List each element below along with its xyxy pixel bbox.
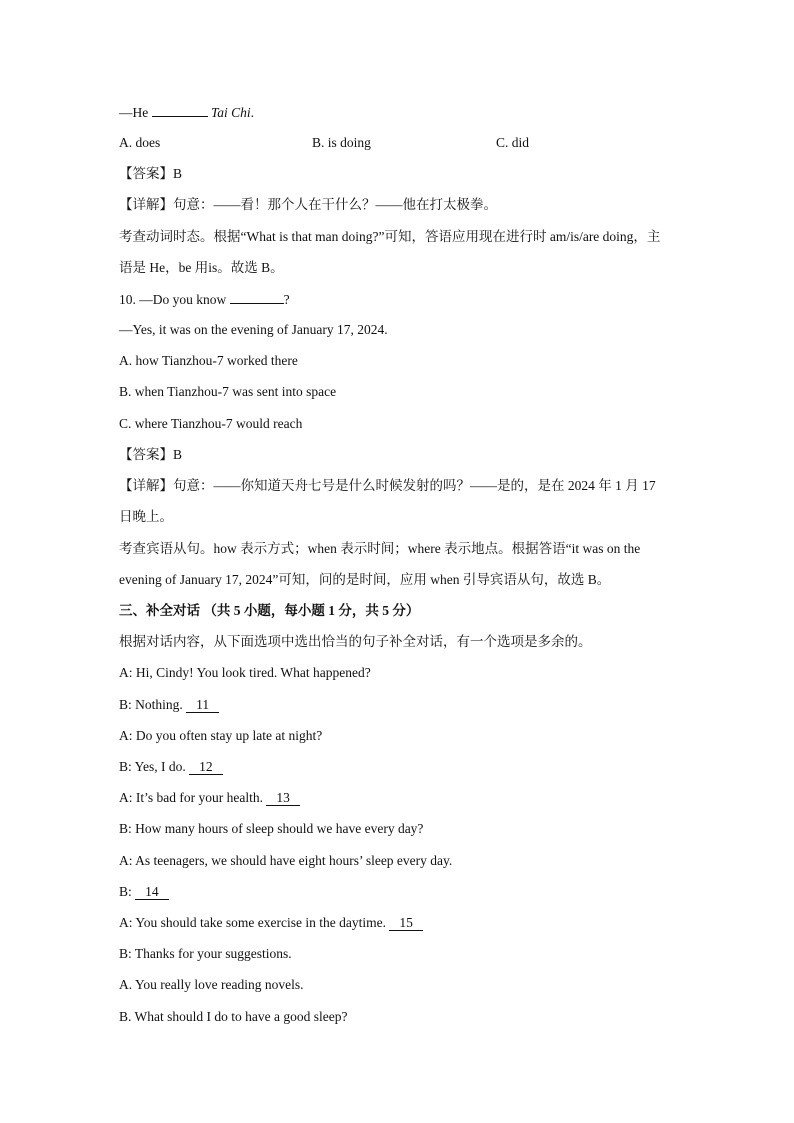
q10-answer: 【答案】B bbox=[119, 447, 183, 462]
q10-reply: —Yes, it was on the evening of January 17, 2024. bbox=[119, 322, 388, 337]
dialogue-line: B: Thanks for your suggestions. bbox=[119, 946, 292, 961]
blank-15: 15 bbox=[389, 916, 423, 931]
q10-explain-1: 【详解】句意：——你知道天舟七号是什么时候发射的吗？——是的，是在 2024 年 1 月 17 bbox=[119, 478, 656, 493]
q9-answer-blank bbox=[152, 104, 208, 117]
section3-heading: 三、补全对话 （共 5 小题，每小题 1 分，共 5 分） bbox=[119, 603, 420, 618]
dialogue-line: A: Hi, Cindy! You look tired. What happened? bbox=[119, 665, 371, 680]
q9-reply bbox=[119, 104, 254, 121]
q9-answer: 【答案】B bbox=[119, 166, 183, 181]
dialogue-line: A: As teenagers, we should have eight hours’ sleep every day. bbox=[119, 853, 453, 868]
blank-11: 11 bbox=[186, 698, 219, 713]
dialogue-line: B: 14 bbox=[119, 884, 169, 900]
dialogue-line: A: You should take some exercise in the daytime. 15 bbox=[119, 915, 423, 931]
q9-option-b: B. is doing bbox=[312, 135, 371, 150]
q10-question bbox=[119, 291, 290, 308]
q9-explain-1: 【详解】句意：——看！那个人在干什么？——他在打太极拳。 bbox=[119, 197, 497, 212]
dialogue-line: B: How many hours of sleep should we have every day? bbox=[119, 821, 424, 836]
blank-12: 12 bbox=[189, 760, 223, 775]
q9-explain-2: 考查动词时态。根据“What is that man doing?”可知，答语应用现在进行时 am/is/are doing，主 bbox=[119, 229, 661, 244]
dialogue-line: B: Yes, I do. 12 bbox=[119, 759, 223, 775]
section3-option-a: A. You really love reading novels. bbox=[119, 977, 304, 992]
dialogue-line: A: It’s bad for your health. 13 bbox=[119, 790, 300, 806]
q10-explain-4: evening of January 17, 2024”可知，问的是时间，应用 when 引导宾语从句，故选 B。 bbox=[119, 572, 611, 587]
q10-option-b: B. when Tianzhou-7 was sent into space bbox=[119, 384, 337, 399]
blank-13: 13 bbox=[266, 791, 300, 806]
q9-reply-end: . bbox=[250, 105, 255, 120]
section3-option-b: B. What should I do to have a good sleep? bbox=[119, 1009, 348, 1024]
q10-explain-2: 日晚上。 bbox=[119, 509, 173, 524]
q10-question-prefix: 10. —Do you know bbox=[119, 292, 230, 307]
dialogue-line: A: Do you often stay up late at night? bbox=[119, 728, 323, 743]
dialogue-line: B: Nothing. 11 bbox=[119, 697, 219, 713]
q9-reply-italic: Tai Chi bbox=[211, 105, 251, 120]
q9-reply-prefix: —He bbox=[119, 105, 152, 120]
q9-explain-3: 语是 He，be 用is。故选 B。 bbox=[119, 260, 284, 275]
q10-answer-blank bbox=[230, 291, 284, 304]
q10-explain-3: 考查宾语从句。how 表示方式；when 表示时间；where 表示地点。根据答语“it was on the bbox=[119, 541, 641, 556]
q10-question-end: ? bbox=[283, 292, 290, 307]
q9-option-a: A. does bbox=[119, 135, 161, 150]
section3-instruction: 根据对话内容，从下面选项中选出恰当的句子补全对话，有一个选项是多余的。 bbox=[119, 634, 592, 649]
blank-14: 14 bbox=[135, 885, 169, 900]
q10-option-a: A. how Tianzhou-7 worked there bbox=[119, 353, 298, 368]
q10-option-c: C. where Tianzhou-7 would reach bbox=[119, 416, 303, 431]
q9-option-c: C. did bbox=[496, 135, 530, 150]
